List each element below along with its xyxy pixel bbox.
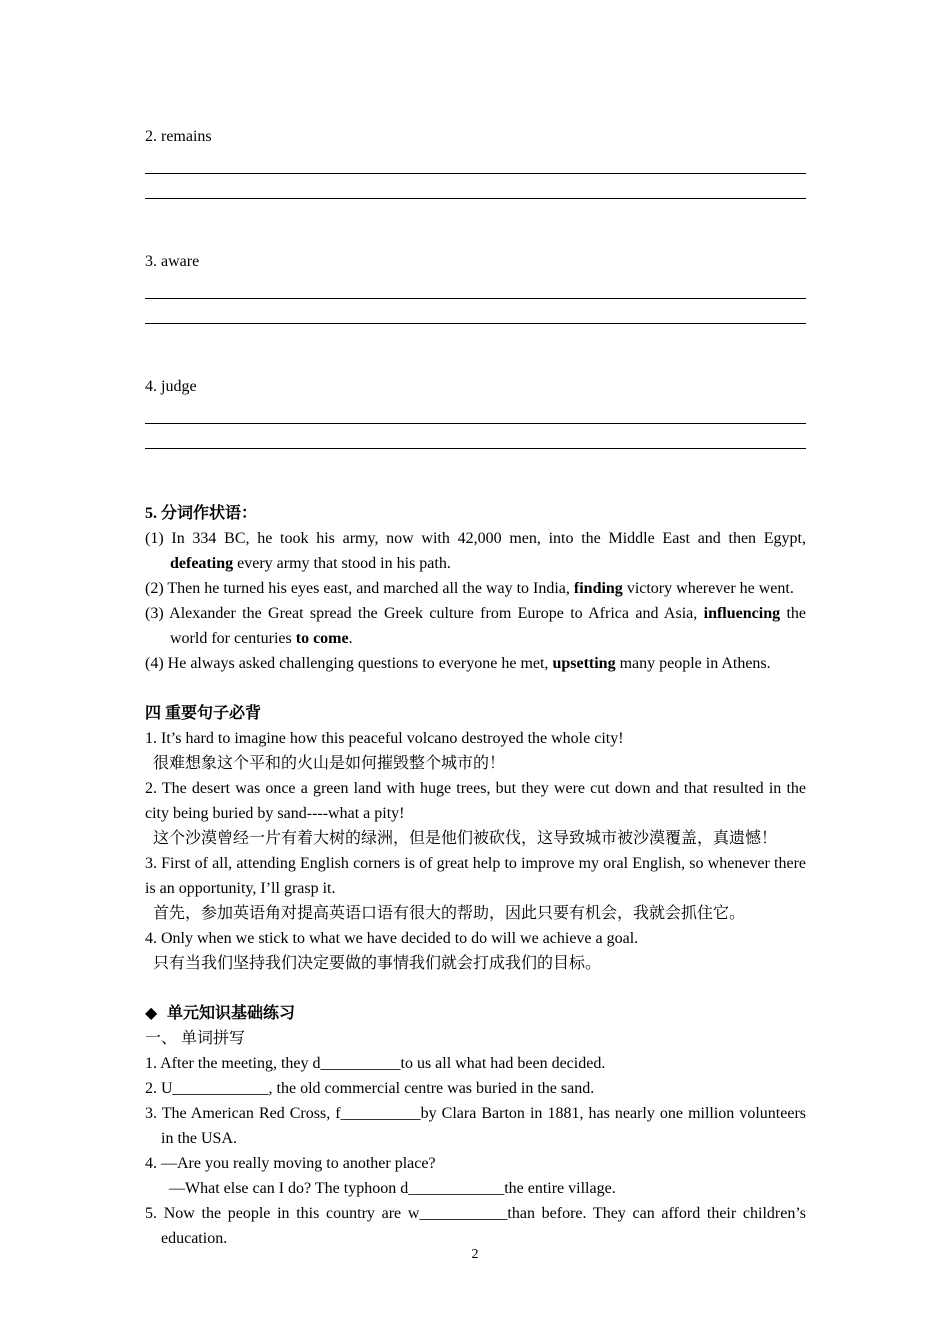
vocab-label: 4. judge — [145, 378, 197, 395]
question-2: 2. U____________, the old commercial centre was buried in the sand. — [145, 1080, 595, 1097]
answer-line[interactable] — [145, 299, 806, 324]
document-page — [145, 124, 806, 1251]
vocab-item-remains — [145, 124, 806, 199]
sentence-cn: 只有当我们坚持我们决定要做的事情我们就会打成我们的目标。 — [153, 955, 602, 972]
example-sentence: (1) In 334 BC, he took his army, now with 42,000 men, into the Middle East and then Egypt, defeating every army that stood in his path. — [145, 530, 806, 572]
sentence-en: 1. It’s hard to imagine how this peaceful volcano destroyed the whole city! — [145, 730, 624, 747]
vocab-item-judge — [145, 374, 806, 449]
vocab-label: 2. remains — [145, 128, 212, 145]
question-4-reply: —What else can I do? The typhoon d____________the entire village. — [169, 1180, 616, 1197]
vocab-label: 3. aware — [145, 253, 200, 270]
sentence-en: 3. First of all, attending English corners is of great help to improve my oral English, so whenever there is an opportunity, I’ll grasp it. — [145, 855, 806, 897]
section-heading: ◆ 单元知识基础练习 — [145, 1001, 806, 1026]
example-sentence: (4) He always asked challenging questions to everyone he met, upsetting many people in Athens. — [145, 655, 771, 672]
example-sentence: (2) Then he turned his eyes east, and marched all the way to India, finding victory wherever he went. — [145, 580, 794, 597]
example-sentence: (3) Alexander the Great spread the Greek culture from Europe to Africa and Asia, influencing the world for centuries to come. — [145, 605, 807, 647]
answer-line[interactable] — [145, 274, 806, 299]
question-3: 3. The American Red Cross, f__________by Clara Barton in 1881, has nearly one million volunteers in the USA. — [145, 1105, 806, 1147]
sentence-cn: 很难想象这个平和的火山是如何摧毁整个城市的！ — [153, 755, 506, 772]
answer-line[interactable] — [145, 424, 806, 449]
answer-line[interactable] — [145, 149, 806, 174]
section-heading: 四 重要句子必背 — [145, 705, 262, 722]
page-number: 2 — [471, 1247, 479, 1262]
sentence-en: 4. Only when we stick to what we have decided to do will we achieve a goal. — [145, 930, 639, 947]
section-heading: 5. 分词作状语： — [145, 505, 258, 522]
sentence-en: 2. The desert was once a green land with huge trees, but they were cut down and that resulted in the city being buried by sand----what a pity! — [145, 780, 806, 822]
sentence-cn: 首先，参加英语角对提高英语口语有很大的帮助，因此只要有机会，我就会抓住它。 — [153, 905, 746, 922]
vocab-item-aware — [145, 249, 806, 324]
key-sentences-section — [145, 701, 806, 976]
participle-section — [145, 501, 806, 676]
answer-line[interactable] — [145, 399, 806, 424]
sub-heading: 一、 单词拼写 — [145, 1030, 246, 1047]
diamond-bullet-icon: ◆ — [145, 1005, 158, 1022]
answer-line[interactable] — [145, 174, 806, 199]
question-4-prompt: 4. —Are you really moving to another place? — [145, 1155, 436, 1172]
question-5: 5. Now the people in this country are w___________than before. They can afford their children’s education. — [145, 1205, 806, 1247]
question-1: 1. After the meeting, they d__________to us all what had been decided. — [145, 1055, 606, 1072]
sentence-cn: 这个沙漠曾经一片有着大树的绿洲，但是他们被砍伐，这导致城市被沙漠覆盖，真遗憾！ — [153, 830, 778, 847]
practice-section — [145, 1001, 806, 1251]
